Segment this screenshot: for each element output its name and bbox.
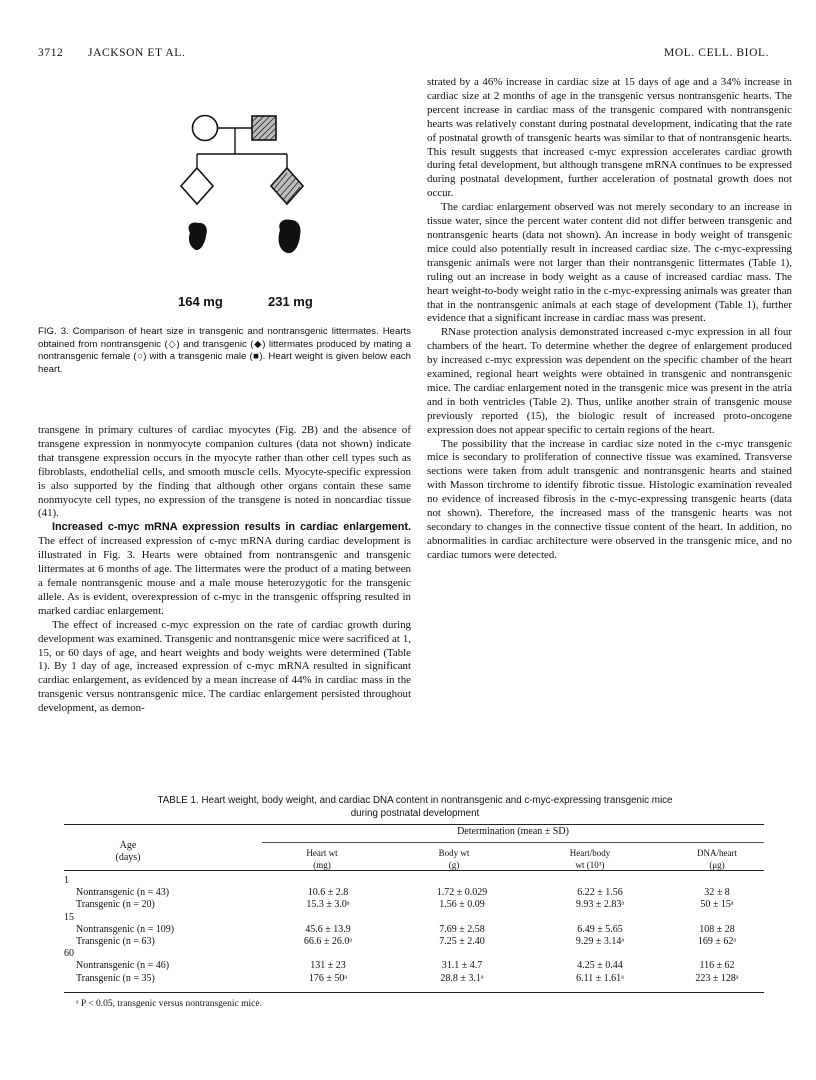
- running-authors: JACKSON ET AL.: [88, 47, 186, 59]
- table-row: [64, 973, 764, 985]
- header-dna-heart-unit: (μg): [709, 860, 725, 870]
- age-row: [64, 912, 764, 924]
- header-body-wt: [394, 847, 514, 871]
- cell-heart-wt: 15.3 ± 3.0ᵃ: [306, 899, 350, 911]
- cell-body-wt: 7.69 ± 2.58: [439, 923, 485, 935]
- table-rule-group: [262, 842, 764, 843]
- cell-heart-wt: 10.6 ± 2.8: [307, 887, 349, 899]
- offspring-nontransgenic-symbol: [181, 168, 213, 204]
- row-label: Nontransgenic (n = 43): [76, 887, 170, 899]
- cell-heart-wt: 45.6 ± 13.9: [305, 923, 351, 935]
- left-column: [38, 424, 411, 716]
- header-heart-body-label: Heart/body: [569, 848, 611, 858]
- cell-dna-heart: 116 ± 62: [699, 960, 735, 972]
- cell-heart-body: 9.93 ± 2.83ᵃ: [575, 899, 625, 911]
- figure-caption-text: Comparison of heart size in transgenic and nontransgenic littermates. Hearts obtained from nontransgenic (◇) and transgenic (◆) littermates produced by mating a nontransgenic female (○) with a transgenic male (■). Heart weight is given below each heart.: [38, 326, 411, 375]
- row-label: Transgenic (n = 20): [76, 899, 155, 911]
- header-body-wt-unit: (g): [448, 860, 460, 870]
- cell-body-wt: 31.1 ± 4.7: [441, 960, 483, 972]
- header-heart-wt: [262, 847, 382, 871]
- row-label: Transgenic (n = 63): [76, 936, 155, 948]
- page-number: 3712: [38, 47, 64, 59]
- running-journal: MOL. CELL. BIOL.: [664, 47, 770, 59]
- age-cell: 60: [64, 948, 74, 960]
- age-row: [64, 875, 764, 887]
- header-dna-heart: [670, 847, 764, 871]
- header-body-wt-label: Body wt: [438, 848, 470, 858]
- figure-caption: [38, 326, 411, 376]
- right-paragraph-3: RNase protection analysis demonstrated increased c-myc expression in all four chambers of the heart. To determine whether the degree of enlargement produced by increased c-myc expression was dependent on the specific chamber of the heart examined, regional heart weights were obtained in transgenic and nontransgenic mice. The cardiac enlargement noted in the transgenic mice was present in the atria and in both ventricles (Table 2). Thus, unlike another strain of transgenic mouse previously reported (15), the biologic result of increased proto-oncogene expression does not appear specific to certain regions of the heart.: [427, 326, 792, 436]
- table-row: [64, 960, 764, 972]
- header-age-unit: (days): [115, 852, 141, 863]
- table-row: [64, 936, 764, 948]
- cell-heart-wt: 176 ± 50ᵃ: [308, 972, 348, 984]
- age-cell: 1: [64, 875, 69, 886]
- table-title: [38, 795, 792, 820]
- cell-dna-heart: 169 ± 62ᵃ: [697, 936, 737, 948]
- row-label: Transgenic (n = 35): [76, 972, 155, 984]
- cell-heart-body: 4.25 ± 0.44: [577, 960, 623, 972]
- cell-dna-heart: 108 ± 28: [699, 923, 735, 935]
- right-column: [427, 76, 792, 563]
- heart-weight-nontransgenic: 164 mg: [178, 294, 223, 309]
- header-heart-wt-label: Heart wt: [306, 848, 338, 858]
- header-heart-body: [530, 847, 650, 871]
- heart-nontransgenic-image: [189, 223, 207, 251]
- cell-heart-wt: 131 ± 23: [310, 960, 346, 972]
- table-footnote: ᵃ P < 0.05, transgenic versus nontransgenic mice.: [76, 999, 262, 1009]
- table-title-line-1: TABLE 1. Heart weight, body weight, and cardiac DNA content in nontransgenic and c-myc-expressing transgenic mice: [157, 795, 673, 806]
- left-paragraph-3: The effect of increased c-myc expression on the rate of cardiac growth during development was examined. Transgenic and nontransgenic mice were sacrificed at 1, 15, or 60 days of age, and heart weights and body weights were determined (Table 1). By 1 day of age, increased expression of c-myc mRNA resulted in significant cardiac enlargement, as evidenced by a mean increase of 44% in cardiac mass in the transgenic versus nontransgenic mice. The cardiac enlargement persisted throughout development, as demon-: [38, 618, 411, 715]
- left-paragraph-2-text: The effect of increased expression of c-myc mRNA during cardiac development is illustrated in Fig. 3. Hearts were obtained from nontransgenic and transgenic littermates at 6 months of age. The littermates were the product of a mating between a female nontransgenic mouse and a male mouse heterozygotic for the transgenic allele. As is evident, overexpression of c-myc in the transgenic offspring resulted in marked cardiac enlargement.: [38, 535, 411, 617]
- cell-body-wt: 7.25 ± 2.40: [439, 936, 485, 948]
- cell-body-wt: 1.72 ± 0.029: [436, 887, 488, 899]
- table-row: [64, 899, 764, 911]
- cell-dna-heart: 223 ± 128ᵃ: [695, 972, 739, 984]
- table-title-line-2: during postnatal development: [350, 807, 480, 819]
- table-rule-top: [64, 824, 764, 825]
- pedigree-diagram: [160, 108, 320, 270]
- cell-body-wt: 28.8 ± 3.1ᵃ: [440, 972, 484, 984]
- table-row: [64, 887, 764, 899]
- cell-heart-body: 9.29 ± 3.14ᵃ: [575, 936, 625, 948]
- right-paragraph-2: The cardiac enlargement observed was not merely secondary to an increase in tissue water, since the percent water content did not differ between transgenic and nontransgenic hearts (data not shown). An increase in body weight of transgenic mice could also potentially result in increased cardiac size. The c-myc-expressing transgenic animals were not larger than their nontransgenic littermates (Table 1), ruling out an increase in body weight as a cause of increased cardiac mass. The heart weight-to-body weight ratio in the c-myc-expressing animals was greater than that in the nontransgenic animals at each stage of development (Table 1), further evidence that a significant increase in cardiac mass was present.: [427, 201, 792, 325]
- section-heading: Increased c-myc mRNA expression results in cardiac enlargement.: [52, 521, 411, 534]
- table-row: [64, 924, 764, 936]
- header-group: Determination (mean ± SD): [457, 826, 569, 837]
- left-paragraph-1: transgene in primary cultures of cardiac myocytes (Fig. 2B) and the absence of transgene expression in nonmyocyte companion cultures (data not shown) indicate that transgene expression occurs in the myocyte rather than other cell types such as fibroblasts, endothelial cells, and smooth muscle cells. Myocyte-specific expression is also supported by the finding that although other organs contain these same nonmyocyte cell types, no expression of the transgene is noted in noncardiac tissue (41).: [38, 424, 411, 520]
- age-row: [64, 948, 764, 960]
- header-age: [64, 840, 192, 864]
- cell-heart-body: 6.11 ± 1.61ᵃ: [576, 972, 624, 984]
- row-label: Nontransgenic (n = 109): [76, 923, 175, 935]
- cell-dna-heart: 32 ± 8: [704, 887, 730, 899]
- header-age-label: Age: [119, 840, 137, 851]
- cell-body-wt: 1.56 ± 0.09: [439, 899, 485, 911]
- heart-weight-transgenic: 231 mg: [268, 294, 313, 309]
- header-dna-heart-label: DNA/heart: [697, 848, 737, 858]
- header-heart-wt-unit: (mg): [313, 860, 331, 870]
- figure-caption-label: FIG. 3.: [38, 326, 69, 337]
- heart-transgenic-image: [279, 219, 301, 253]
- left-paragraph-2: [38, 521, 411, 618]
- cell-heart-wt: 66.6 ± 26.0ᵃ: [303, 936, 353, 948]
- cell-heart-body: 6.49 ± 5.65: [577, 923, 623, 935]
- table-rule-bottom: [64, 992, 764, 993]
- female-nontransgenic-symbol: [193, 116, 218, 141]
- cell-dna-heart: 50 ± 15ᵃ: [700, 899, 734, 911]
- cell-heart-body: 6.22 ± 1.56: [577, 887, 623, 899]
- right-paragraph-1: strated by a 46% increase in cardiac size at 15 days of age and a 34% increase in cardiac size at 2 months of age in the transgenic versus nontransgenic hearts. The percent increase in cardiac mass of the transgenic compared with nontransgenic hearts was relatively constant during postnatal development, indicating that the rate of postnatal growth of transgenic hearts was similar to that of nontransgenic hearts. This result suggests that increased c-myc expression accelerates cardiac growth during fetal development, but although transgene mRNA continues to be expressed during postnatal development, further acceleration of postnatal growth does not occur.: [427, 76, 792, 200]
- age-cell: 15: [64, 911, 74, 923]
- right-paragraph-4: The possibility that the increase in cardiac size noted in the c-myc transgenic mice is secondary to proliferation of connective tissue was examined. Transverse sections were taken from adult transgenic and nontransgenic hearts and stained with Masson tirchrome to identify fibrotic tissue. Histologic examination revealed no evidence of increased fibrosis in the c-myc-expressing transgenic hearts (data not shown). Therefore, the increased mass of the transgenic hearts was not secondary to changes in the connective tissue content of the heart. In addition, no abnormalities in cardiac architecture were observed in the transgenic mice, and no cardiac tumors were detected.: [427, 437, 792, 561]
- row-label: Nontransgenic (n = 46): [76, 960, 170, 972]
- header-heart-body-unit: wt (10³): [575, 860, 605, 870]
- data-table: [64, 875, 764, 985]
